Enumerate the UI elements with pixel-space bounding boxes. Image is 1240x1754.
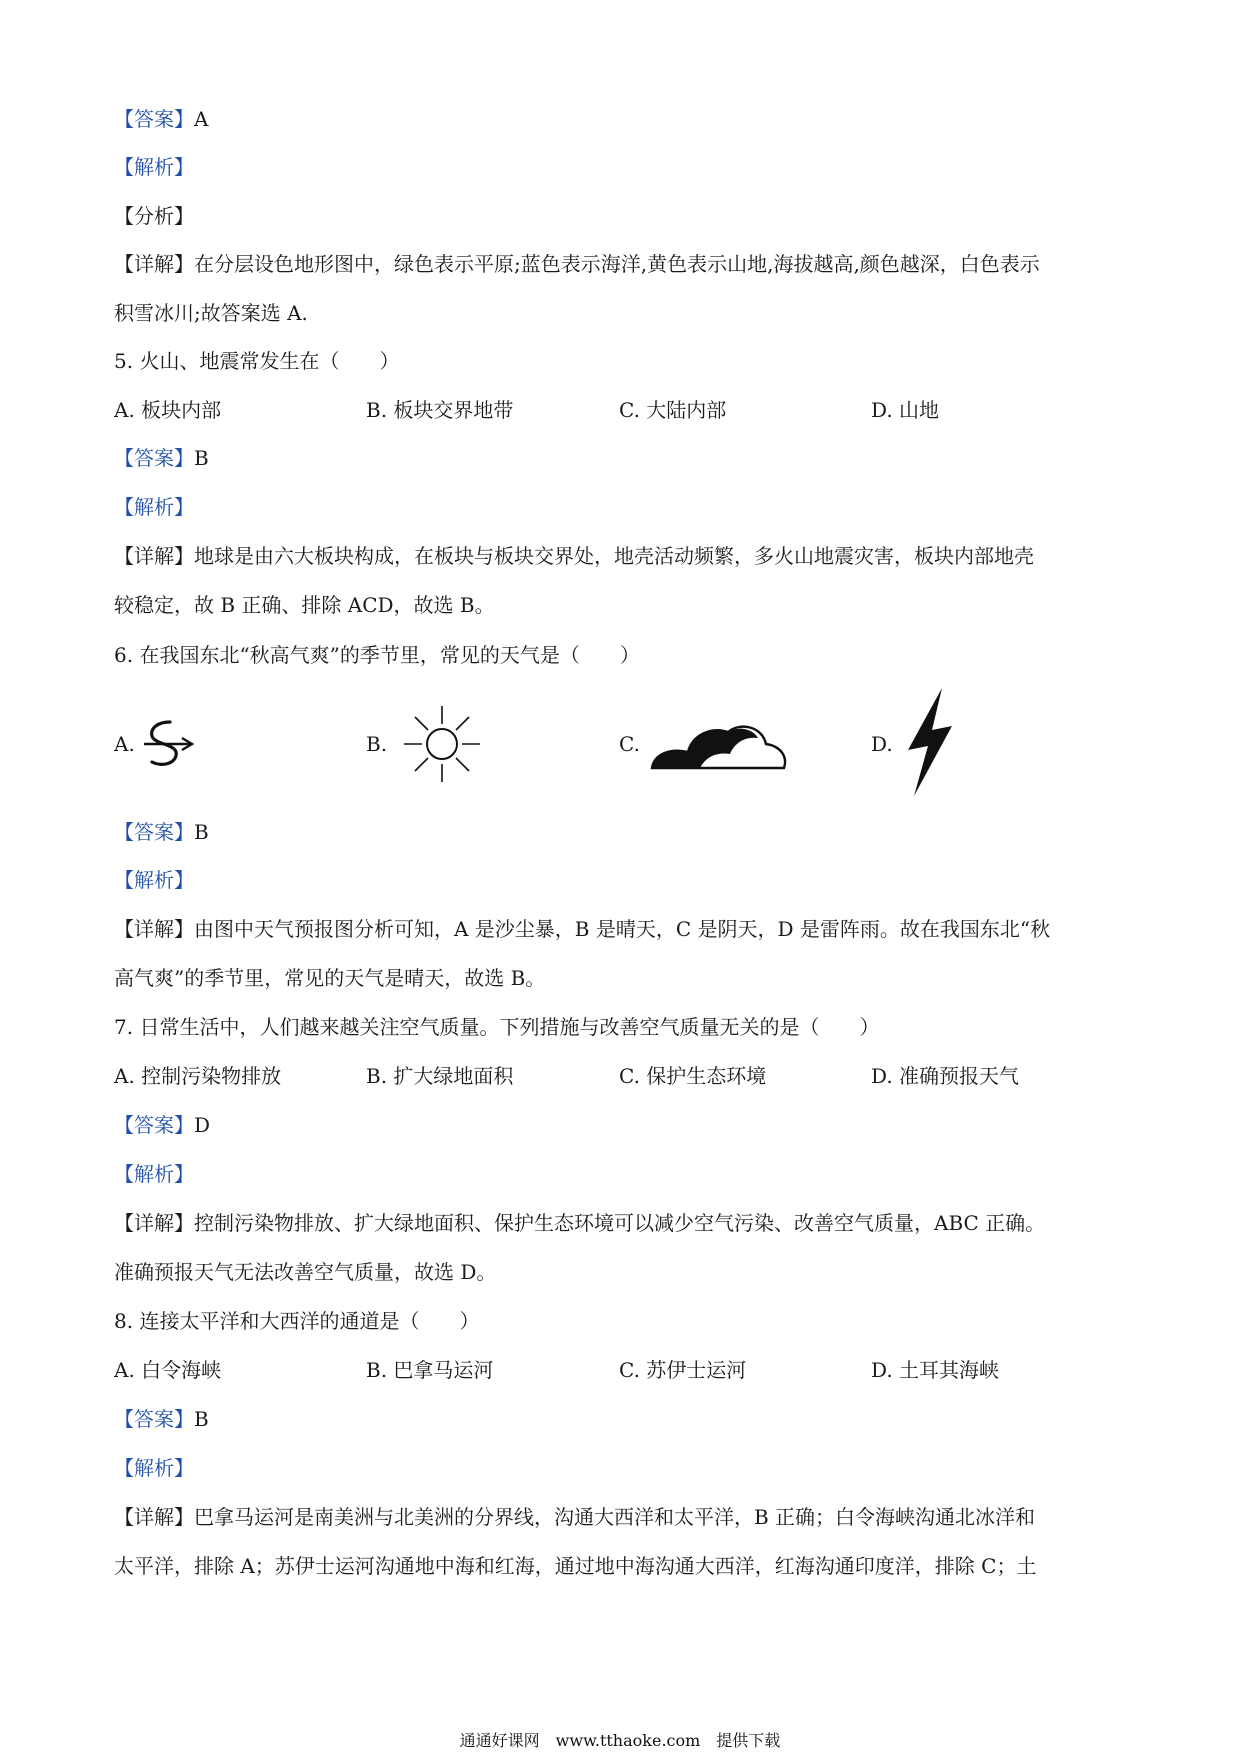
answer-value: B	[194, 1407, 209, 1431]
q6-option-a-label: A.	[114, 732, 135, 756]
q8-detail-line1	[114, 1503, 1035, 1531]
detail-text: 在分层设色地形图中，绿色表示平原;蓝色表示海洋,黄色表示山地,海拔越高,颜色越深，白色表示	[194, 252, 1040, 276]
analysis-tag: 【解析】	[114, 495, 194, 519]
detail-tag: 【详解】	[114, 1211, 194, 1235]
q8-option-c: C. 苏伊士运河	[619, 1358, 747, 1382]
q5-answer	[114, 444, 209, 472]
fenxi-tag: 【分析】	[114, 204, 194, 228]
q7-stem: 7. 日常生活中，人们越来越关注空气质量。下列措施与改善空气质量无关的是（ ）	[114, 1015, 880, 1039]
detail-text: 积雪冰川;故答案选 A.	[114, 301, 308, 325]
page-footer: 通通好课网 www.tthaoke.com 提供下载	[459, 1731, 781, 1750]
detail-tag: 【详解】	[114, 1505, 194, 1529]
detail-text: 地球是由六大板块构成，在板块与板块交界处，地壳活动频繁，多火山地震灾害，板块内部地壳	[194, 544, 1034, 568]
q4-analysis	[114, 153, 194, 181]
q7-answer	[114, 1111, 210, 1139]
answer-value: B	[194, 446, 209, 470]
q5-stem: 5. 火山、地震常发生在（ ）	[114, 349, 400, 373]
q7-option-b: B. 扩大绿地面积	[366, 1064, 514, 1088]
q5-option-c: C. 大陆内部	[619, 398, 727, 422]
q5-detail-line1	[114, 542, 1034, 570]
answer-value: A	[194, 107, 209, 131]
q7-detail-line2	[114, 1258, 496, 1286]
q8-analysis	[114, 1454, 194, 1482]
detail-tag: 【详解】	[114, 917, 194, 941]
detail-text: 较稳定，故 B 正确、排除 ACD，故选 B。	[114, 593, 495, 617]
detail-text: 高气爽”的季节里，常见的天气是晴天，故选 B。	[114, 966, 546, 990]
answer-tag: 【答案】	[114, 446, 194, 470]
answer-tag: 【答案】	[114, 1407, 194, 1431]
q8-answer	[114, 1405, 209, 1433]
q4-detail-line1	[114, 250, 1040, 278]
answer-value: D	[194, 1113, 211, 1137]
answer-tag: 【答案】	[114, 1113, 194, 1137]
q7-analysis	[114, 1160, 194, 1188]
q6-detail-line1	[114, 915, 1050, 943]
q5-option-a: A. 板块内部	[114, 398, 222, 422]
overcast-icon	[648, 714, 790, 774]
sandstorm-icon	[138, 716, 198, 772]
detail-text: 太平洋，排除 A；苏伊士运河沟通地中海和红海，通过地中海沟通大西洋，红海沟通印度洋，排除 C；土	[114, 1554, 1037, 1578]
detail-text: 控制污染物排放、扩大绿地面积、保护生态环境可以减少空气污染、改善空气质量，ABC 正确。	[194, 1211, 1046, 1235]
analysis-tag: 【解析】	[114, 868, 194, 892]
q5-analysis	[114, 493, 194, 521]
thunderstorm-icon	[900, 684, 960, 800]
q6-option-b-label: B.	[366, 732, 388, 756]
analysis-tag: 【解析】	[114, 1456, 194, 1480]
analysis-tag: 【解析】	[114, 155, 194, 179]
q5-option-b: B. 板块交界地带	[366, 398, 514, 422]
q7-option-c: C. 保护生态环境	[619, 1064, 767, 1088]
q6-option-d-label: D.	[871, 732, 893, 756]
q4-detail-line2	[114, 299, 308, 327]
q8-option-a: A. 白令海峡	[114, 1358, 222, 1382]
q7-option-a: A. 控制污染物排放	[114, 1064, 282, 1088]
q7-detail-line1	[114, 1209, 1045, 1237]
answer-value: B	[194, 820, 209, 844]
q5-detail-line2	[114, 591, 495, 619]
q8-detail-line2	[114, 1552, 1036, 1580]
q5-option-d: D. 山地	[871, 398, 940, 422]
q6-analysis	[114, 866, 194, 894]
detail-tag: 【详解】	[114, 252, 194, 276]
q4-fenxi	[114, 202, 194, 230]
q7-option-d: D. 准确预报天气	[871, 1064, 1020, 1088]
detail-text: 由图中天气预报图分析可知，A 是沙尘暴，B 是晴天，C 是阴天，D 是雷阵雨。故在我国东北“秋	[194, 917, 1051, 941]
sunny-icon	[400, 702, 484, 786]
q6-option-c-label: C.	[619, 732, 640, 756]
q8-option-b: B. 巴拿马运河	[366, 1358, 494, 1382]
q8-stem: 8. 连接太平洋和大西洋的通道是（ ）	[114, 1309, 480, 1333]
detail-text: 准确预报天气无法改善空气质量，故选 D。	[114, 1260, 497, 1284]
answer-tag: 【答案】	[114, 107, 194, 131]
q6-answer	[114, 818, 209, 846]
q8-option-d: D. 土耳其海峡	[871, 1358, 1000, 1382]
answer-tag: 【答案】	[114, 820, 194, 844]
analysis-tag: 【解析】	[114, 1162, 194, 1186]
q6-detail-line2	[114, 964, 545, 992]
detail-tag: 【详解】	[114, 544, 194, 568]
q4-answer	[114, 105, 208, 133]
q6-stem: 6. 在我国东北“秋高气爽”的季节里，常见的天气是（ ）	[114, 643, 640, 667]
detail-text: 巴拿马运河是南美洲与北美洲的分界线，沟通大西洋和太平洋，B 正确；白令海峡沟通北冰洋和	[194, 1505, 1036, 1529]
